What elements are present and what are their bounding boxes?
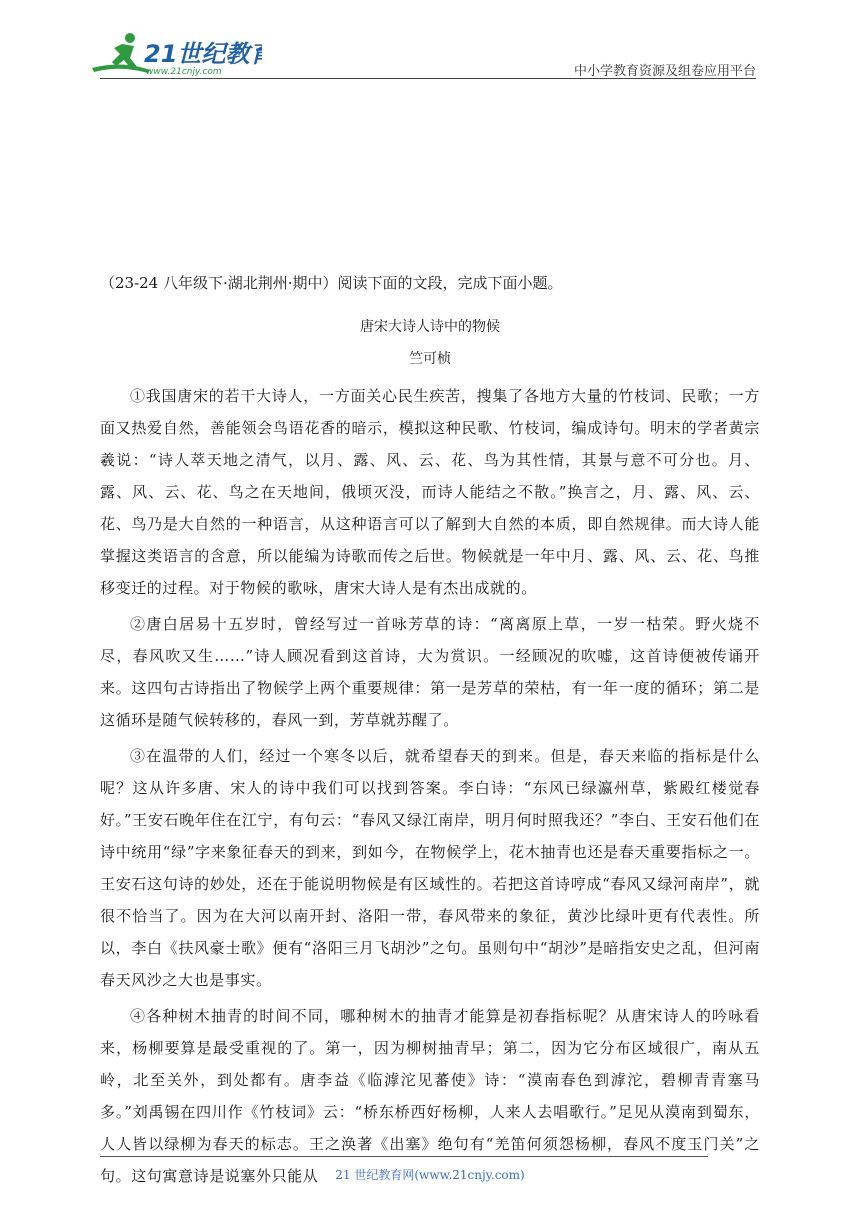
paragraph-4: ④各种树木抽青的时间不同，哪种树木的抽青才能算是初春指标呢？从唐宋诗人的吟咏看来，杨柳要算是最受重视的了。第一，因为柳树抽青早；第二，因为它分布区域很广，南从五岭，北至关外，到处都有。唐李益《临滹沱见蕃使》诗：“漠南春色到滹沱，碧柳青青塞马多。”刘禹锡在四川作《竹枝词》云：“桥东桥西好杨柳，人来人去唱歌行。”足见从漠南到蜀东，人人皆以绿柳为春天的标志。王之涣著《出塞》绝句有“羌笛何须怨杨柳，春风不度玉门关”之句。这句寓意诗是说塞外只能从 — [100, 1007, 760, 1185]
logo-text: 21世纪教育 — [144, 40, 262, 68]
paragraph-2: ②唐白居易十五岁时，曾经写过一首咏芳草的诗：“离离原上草，一岁一枯荣。野火烧不尽，春风吹又生……”诗人顾况看到这首诗，大为赏识。一经顾况的吹嘘，这首诗便被传诵开来。这四句古诗指出了物候学上两个重要规律：第一是芳草的荣枯，有一年一度的循环；第二是这循环是随气候转移的，春风一到，芳草就苏醒了。 — [100, 615, 760, 729]
logo-url: www.21cnjy.com — [146, 67, 222, 77]
footer-text[interactable]: 21 世纪教育网(www.21cnjy.com) — [335, 1168, 525, 1182]
footer-divider — [100, 1156, 708, 1157]
site-logo — [92, 30, 262, 78]
article-author: 竺可桢 — [409, 351, 451, 367]
paragraph-3: ③在温带的人们，经过一个寒冬以后，就希望春天的到来。但是，春天来临的指标是什么呢？这从许多唐、宋人的诗中我们可以找到答案。李白诗：“东风已绿瀛州草，紫殿红楼觉春好。”王安石晚年住在江宁，有句云：“春风又绿江南岸，明月何时照我还？”李白、王安石他们在诗中统用“绿”字来象征春天的到来，到如今，在物候学上，花木抽青也还是春天重要指标之一。王安石这句诗的妙处，还在于能说明物候是有区域性的。若把这首诗哼成“春风又绿河南岸”，就很不恰当了。因为在大河以南开封、洛阳一带，春风带来的象征，黄沙比绿叶更有代表性。所以，李白《扶风豪士歌》便有“洛阳三月飞胡沙”之句。虽则句中“胡沙”是暗指安史之乱，但河南春天风沙之大也是事实。 — [100, 747, 760, 989]
runner-logo-icon — [92, 33, 150, 73]
paragraph-1: ①我国唐宋的若干大诗人，一方面关心民生疾苦，搜集了各地方大量的竹枝词、民歌；一方面又热爱自然，善能领会鸟语花香的暗示，模拟这种民歌、竹枝词，编成诗句。明末的学者黄宗羲说：“诗人萃天地之清气，以月、露、风、云、花、鸟为其性情，其景与意不可分也。月、露、风、云、花、鸟之在天地间，俄顷灭没，而诗人能结之不散。”换言之，月、露、风、云、花、鸟乃是大自然的一种语言，从这种语言可以了解到大自然的本质，即自然规律。而大诗人能掌握这类语言的含意，所以能编为诗歌而传之后世。物候就是一年中月、露、风、云、花、鸟推移变迁的过程。对于物候的歌咏，唐宋大诗人是有杰出成就的。 — [100, 387, 760, 597]
platform-name: 中小学教育资源及组卷应用平台 — [573, 64, 756, 79]
article-title: 唐宋大诗人诗中的物候 — [360, 319, 500, 335]
question-intro: （23-24 八年级下·湖北荆州·期中）阅读下面的文段，完成下面小题。 — [100, 274, 563, 292]
question-content — [100, 268, 760, 1192]
header-divider — [100, 78, 756, 79]
